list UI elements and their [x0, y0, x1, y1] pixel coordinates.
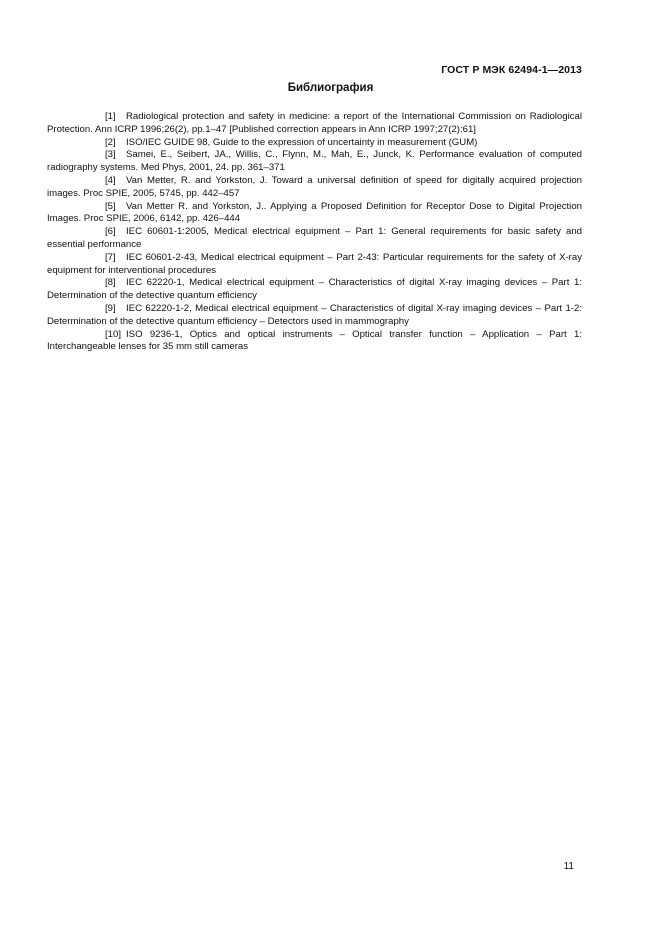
reference-number: [3]	[105, 149, 116, 161]
reference-number: [9]	[105, 302, 116, 314]
reference-item	[47, 226, 582, 252]
reference-number: [5]	[105, 200, 116, 212]
reference-text: ISO/IEC GUIDE 98, Guide to the expression of uncertainty in measurement (GUM)	[126, 136, 478, 148]
reference-item	[47, 303, 582, 329]
reference-number: [8]	[105, 277, 116, 289]
page-number: 11	[563, 861, 574, 872]
reference-item	[47, 149, 582, 175]
reference-text: IEC 62220-1-2, Medical electrical equipment – Characteristics of digital X-ray imaging devices – Part 1-2: Determination of the detective quantum efficiency – Detectors used in mammography	[47, 302, 582, 327]
reference-text: Samei, E., Seibert, JA., Willis, C., Flynn, M., Mah, E., Junck, K. Performance evaluation of computed radiography systems. Med Phys, 2001, 24. pp. 361–371	[47, 149, 582, 174]
reference-item	[47, 111, 582, 137]
reference-item	[47, 137, 582, 150]
bibliography-list	[47, 111, 582, 354]
reference-number: [6]	[105, 226, 116, 238]
reference-item	[47, 201, 582, 227]
reference-text: ISO 9236-1, Optics and optical instruments – Optical transfer function – Application – Part 1: Interchangeable lenses for 35 mm still cameras	[47, 328, 582, 353]
reference-item	[47, 175, 582, 201]
reference-item	[47, 329, 582, 355]
reference-number: [2]	[105, 136, 116, 148]
reference-item	[47, 277, 582, 303]
reference-text: IEC 62220-1, Medical electrical equipment – Characteristics of digital X-ray imaging devices – Part 1: Determination of the detective quantum efficiency	[47, 277, 582, 302]
page-title: Библиография	[287, 82, 374, 94]
reference-number: [1]	[105, 111, 116, 122]
reference-number: [10]	[105, 328, 122, 340]
reference-item	[47, 252, 582, 278]
reference-text: Radiological protection and safety in medicine: a report of the International Commission on Radiological Protection. Ann ICRP 1996;26(2), pp.1–47 [Published correction appears in Ann ICRP 1997;27(2):61]	[47, 111, 582, 135]
reference-number: [4]	[105, 174, 116, 186]
reference-number: [7]	[105, 251, 116, 263]
reference-text: IEC 60601-2-43, Medical electrical equipment – Part 2-43: Particular requirements for the safety of X-ray equipment for interventional procedures	[47, 251, 582, 276]
reference-text: Van Metter R. and Yorkston, J.. Applying a Proposed Definition for Receptor Dose to Digital Projection Images. Proc SPIE, 2006, 6142, pp. 426–444	[47, 200, 582, 225]
reference-text: Van Metter, R. and Yorkston, J. Toward a universal definition of speed for digitally acquired projection images. Proc SPIE, 2005, 5745, pp. 442–457	[47, 174, 582, 199]
document-code: ГОСТ Р МЭК 62494-1—2013	[441, 64, 582, 76]
reference-text: IEC 60601-1:2005, Medical electrical equipment – Part 1: General requirements for basic safety and essential performance	[47, 226, 582, 250]
